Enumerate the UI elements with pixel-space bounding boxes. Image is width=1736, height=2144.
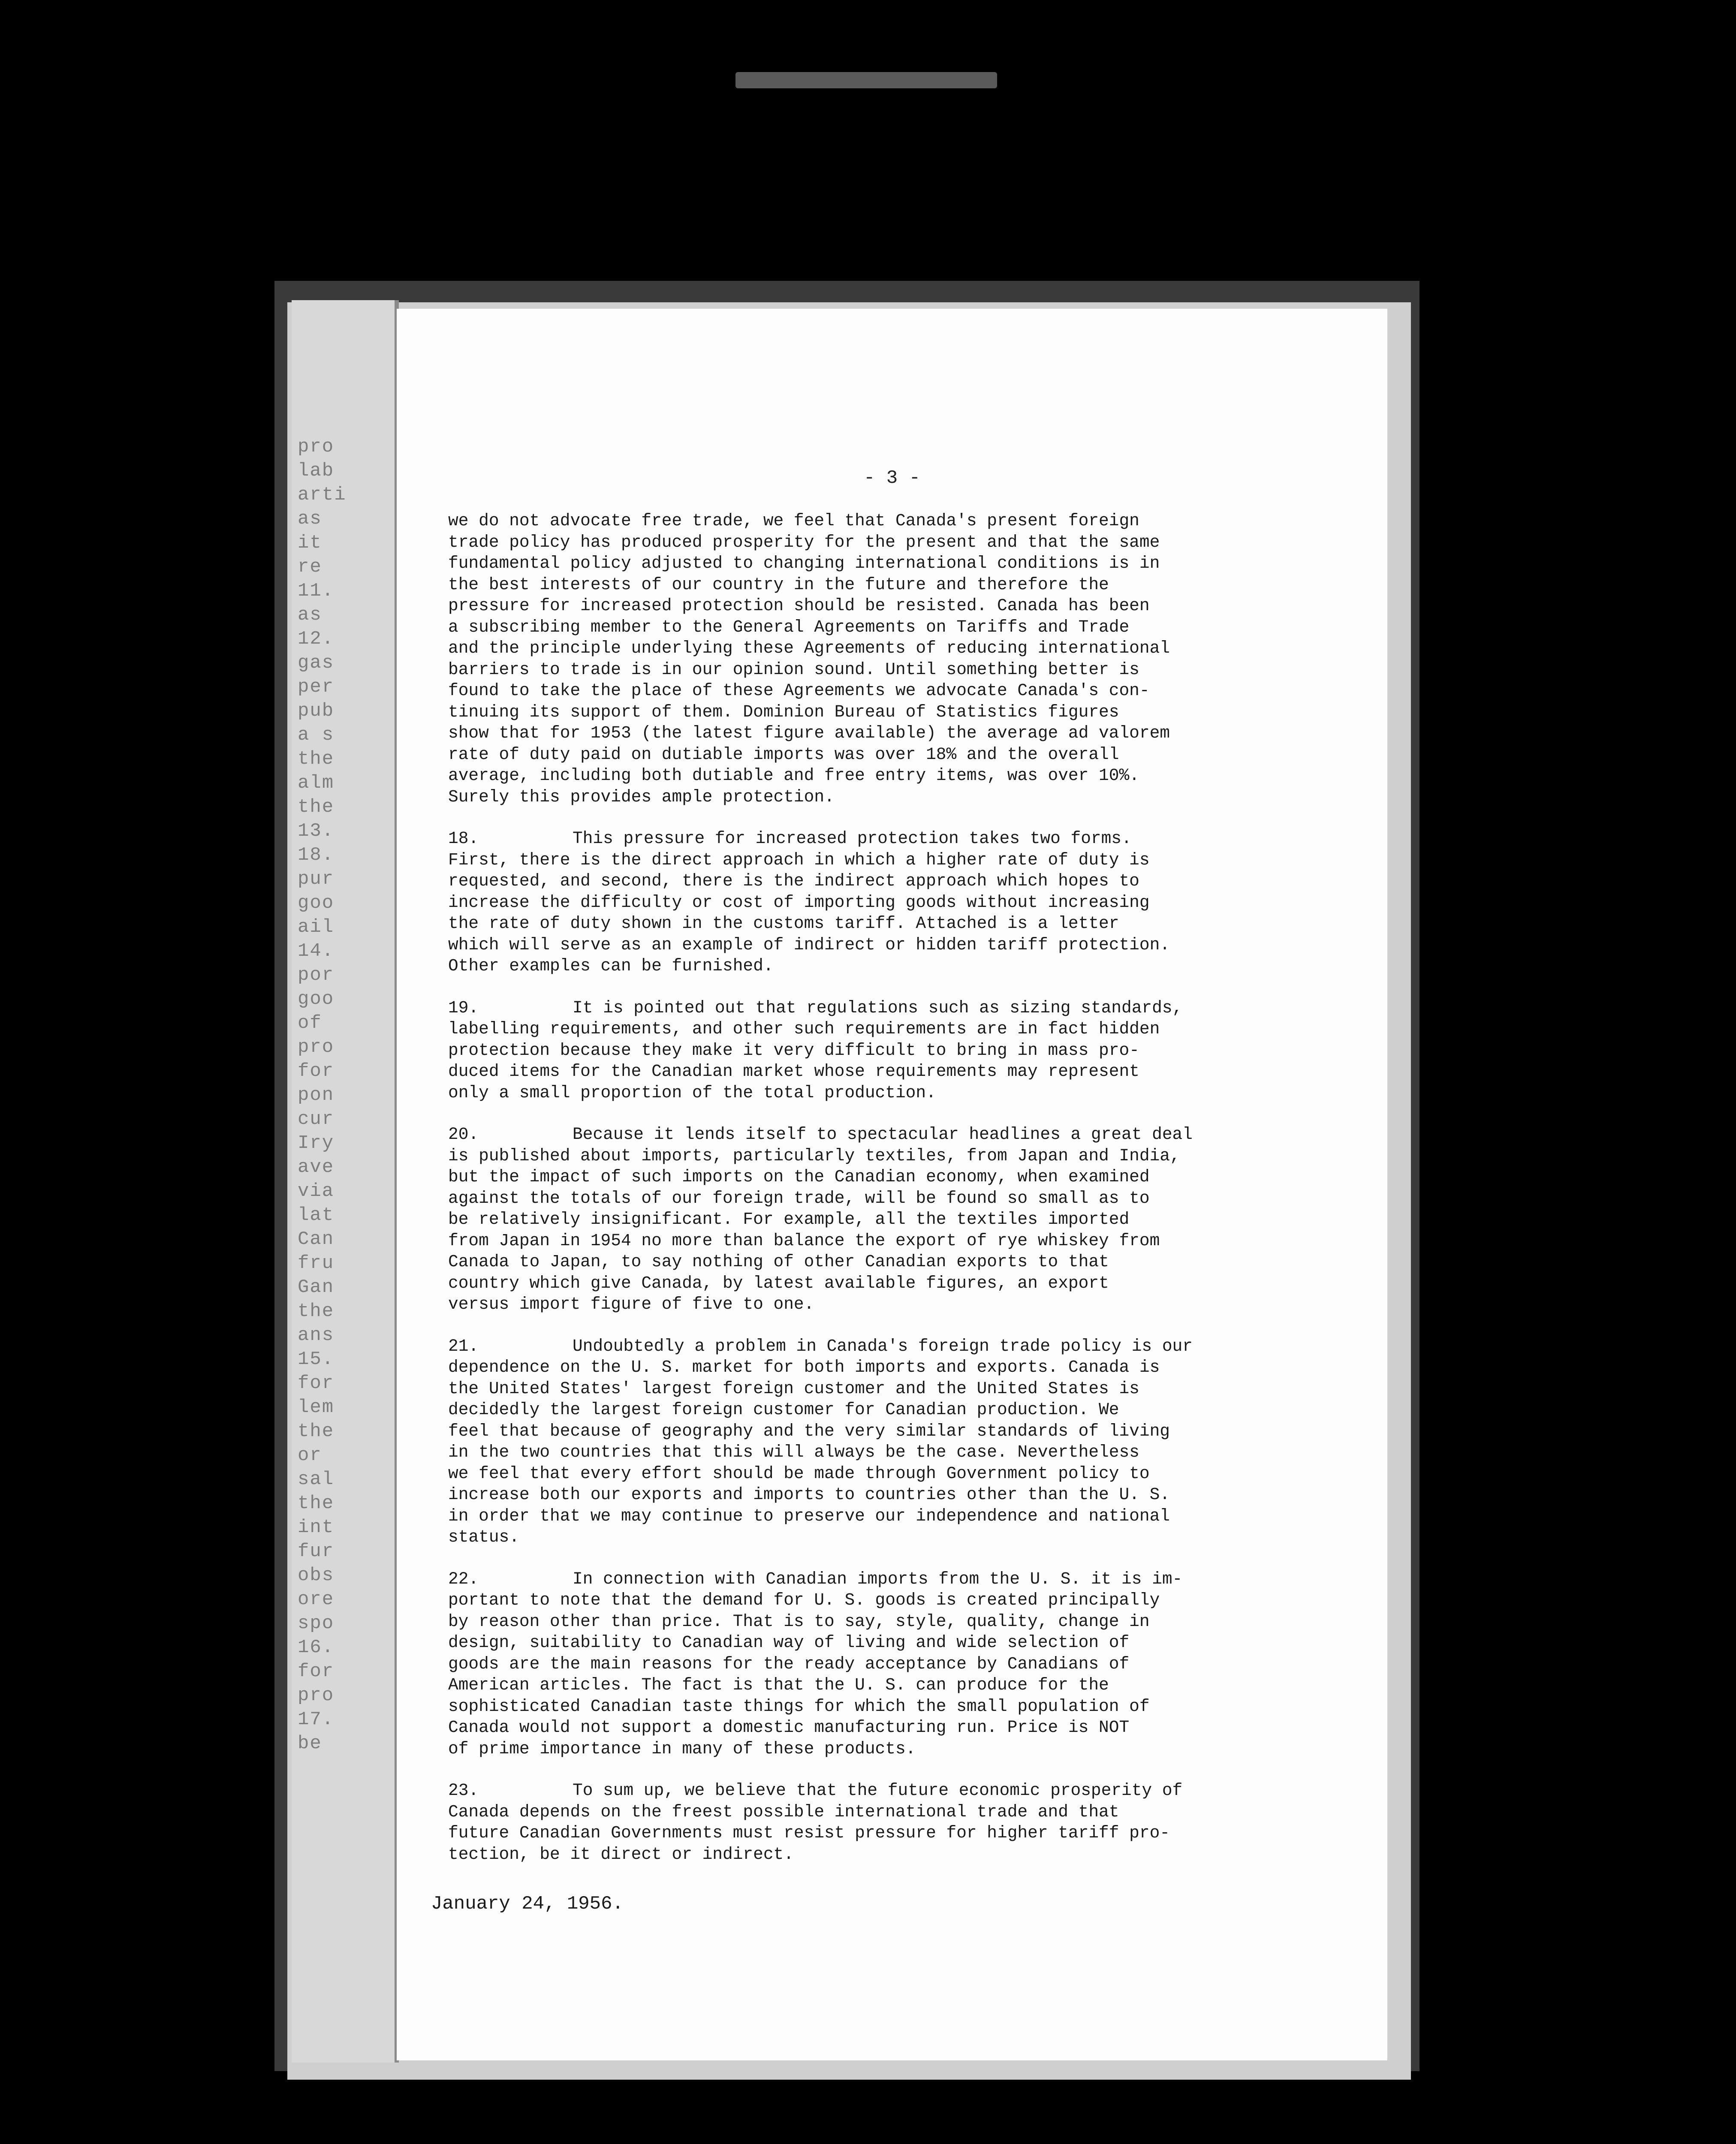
paragraph — [448, 1569, 1374, 1760]
paragraph — [448, 1124, 1374, 1315]
edge-fragment: Can — [298, 1229, 335, 1250]
underlying-page-edge — [292, 300, 399, 2063]
edge-fragment: 18. — [298, 844, 335, 866]
edge-fragment: 12. — [298, 628, 335, 650]
edge-fragment: gas — [298, 652, 335, 674]
paragraph-number: 19. — [448, 998, 479, 1018]
edge-fragment: goo — [298, 988, 335, 1010]
edge-fragment: of — [298, 1012, 322, 1034]
edge-fragment: ans — [298, 1325, 335, 1346]
paragraph-text: In connection with Canadian imports from the U. S. it is im- portant to note that the demand for U. S. goods is created principally by reason other than price. That is to say, style, quality, change in design, suitability to Canadian way of living and wide selection of goods are the main reasons for the ready acceptance by Canadians of American articles. The fact is that the U. S. can produce for the sophisticated Canadian taste things for which the small population of Canada would not support a domestic manufacturing run. Price is NOT of prime importance in many of these products. — [448, 1569, 1183, 1759]
edge-fragment: for — [298, 1373, 335, 1394]
page-number: - 3 - — [863, 467, 921, 489]
edge-fragment: arti — [298, 484, 347, 506]
edge-fragment: 14. — [298, 940, 335, 962]
edge-fragment: sal — [298, 1469, 335, 1490]
edge-fragment: be — [298, 1733, 322, 1754]
paragraph-number: 21. — [448, 1336, 479, 1356]
edge-fragment: pon — [298, 1084, 335, 1106]
edge-fragment: lem — [298, 1397, 335, 1418]
edge-fragment: for — [298, 1060, 335, 1082]
edge-fragment: the — [298, 796, 335, 818]
paragraph-number: 20. — [448, 1125, 479, 1144]
edge-fragment: 11. — [298, 580, 335, 602]
edge-fragment: pro — [298, 1685, 335, 1706]
paragraph-number: 22. — [448, 1569, 479, 1589]
edge-fragment: via — [298, 1180, 335, 1202]
edge-fragment: 15. — [298, 1349, 335, 1370]
edge-fragment: pur — [298, 868, 335, 890]
edge-fragment: the — [298, 1301, 335, 1322]
edge-fragment: Gan — [298, 1277, 335, 1298]
edge-fragment: per — [298, 676, 335, 698]
paragraph-text: It is pointed out that regulations such as sizing standards, labelling requirements, and other such requirements are in fact hidden protection because they make it very difficult to bring in mass pro- duced items for the Canadian market whose requirements may represent only a small proportion of the total production. — [448, 998, 1183, 1102]
edge-fragment: pro — [298, 436, 335, 458]
paragraph — [448, 1336, 1374, 1548]
paragraph — [448, 1780, 1374, 1865]
edge-fragment: por — [298, 964, 335, 986]
edge-fragment: the — [298, 748, 335, 770]
paragraph — [448, 510, 1374, 807]
edge-fragment: cur — [298, 1108, 335, 1130]
paragraph-text: Because it lends itself to spectacular headlines a great deal is published about imports, particularly textiles, from Japan and India, but the impact of such imports on the Canadian economy, when examined against the totals of our foreign trade, will be found so small as to be relatively insignificant. For example, all the textiles imported from Japan in 1954 no more than balance the export of rye whiskey from Canada to Japan, to say nothing of other Canadian exports to that country which give Canada, by latest available figures, an export versus import figure of five to one. — [448, 1125, 1193, 1314]
document-date: January 24, 1956. — [431, 1893, 624, 1915]
edge-fragment: int — [298, 1517, 335, 1538]
edge-fragment: lat — [298, 1204, 335, 1226]
edge-fragment: Iry — [298, 1132, 335, 1154]
edge-fragment: as — [298, 604, 322, 626]
page-body — [448, 510, 1374, 1885]
edge-fragment: as — [298, 508, 322, 530]
paragraph-text: This pressure for increased protection takes two forms. First, there is the direct approach in which a higher rate of duty is requested, and second, there is the indirect approach which hopes to increase the difficulty or cost of importing goods without increasing the rate of duty shown in the customs tariff. Attached is a letter which will serve as an example of indirect or hidden tariff protection. Other examples can be furnished. — [448, 829, 1170, 976]
edge-fragment: for — [298, 1661, 335, 1682]
paragraph-number: 23. — [448, 1781, 479, 1800]
edge-fragment: alm — [298, 772, 335, 794]
edge-fragment: fru — [298, 1253, 335, 1274]
edge-fragment: fur — [298, 1541, 335, 1562]
paragraph — [448, 997, 1374, 1104]
edge-fragment: the — [298, 1493, 335, 1514]
paragraph-number: 18. — [448, 829, 479, 848]
edge-fragment: re — [298, 556, 322, 578]
edge-fragment: 17. — [298, 1709, 335, 1730]
edge-fragment: ail — [298, 916, 335, 938]
edge-fragment: a s — [298, 724, 335, 746]
paragraph-text: Undoubtedly a problem in Canada's foreign trade policy is our dependence on the U. S. market for both imports and exports. Canada is the United States' largest foreign customer and the United States is decidedly the largest foreign customer for Canadian production. We feel that because of geography and the very similar standards of living in the two countries that this will always be the case. Nevertheless we feel that every effort should be made through Government policy to increase both our exports and imports to countries other than the U. S. in order that we may continue to preserve our independence and national status. — [448, 1336, 1193, 1547]
edge-fragment: or — [298, 1445, 322, 1466]
edge-fragment: it — [298, 532, 322, 554]
edge-fragment: spo — [298, 1613, 335, 1634]
edge-fragment: obs — [298, 1565, 335, 1586]
paragraph-text: To sum up, we believe that the future economic prosperity of Canada depends on the freest possible international trade and that future Canadian Governments must resist pressure for higher tariff pro- tection, be it direct or indirect. — [448, 1781, 1183, 1864]
edge-fragment: 16. — [298, 1637, 335, 1658]
edge-fragment: the — [298, 1421, 335, 1442]
document-page — [397, 309, 1387, 2060]
film-top-marker — [735, 72, 997, 88]
edge-fragment: goo — [298, 892, 335, 914]
edge-fragment: pro — [298, 1036, 335, 1058]
paragraph-text: we do not advocate free trade, we feel that Canada's present foreign trade policy has produced prosperity for the present and that the same fundamental policy adjusted to changing international conditions is in the best interests of our country in the future and therefore the pressure for increased protection should be resisted. Canada has been a subscribing member to the General Agreements on Tariffs and Trade and the principle underlying these Agreements of reducing international barriers to trade is in our opinion sound. Until something better is found to take the place of these Agreements we advocate Canada's con- tinuing its support of them. Dominion Bureau of Statistics figures show that for 1953 (the latest figure available) the average ad valorem rate of duty paid on dutiable imports was over 18% and the overall average, including both dutiable and free entry items, was over 10%. Surely this provides ample protection. — [448, 511, 1170, 807]
edge-fragment: pub — [298, 700, 335, 722]
edge-fragment: 13. — [298, 820, 335, 842]
edge-fragment: ore — [298, 1589, 335, 1610]
edge-fragment: lab — [298, 460, 335, 482]
paragraph — [448, 828, 1374, 977]
edge-fragment: ave — [298, 1156, 335, 1178]
